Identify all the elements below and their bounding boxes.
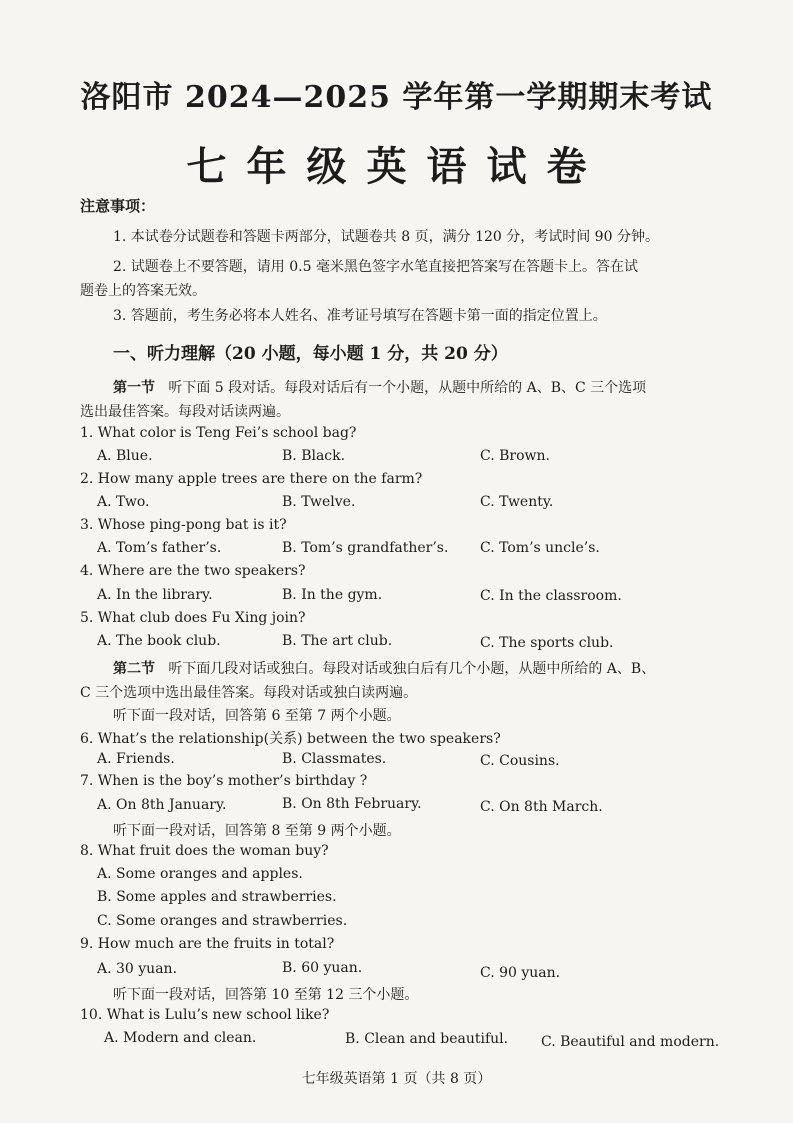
q5-option-b: B. The art club. (282, 633, 393, 649)
q3-option-c: C. Tom’s uncle’s. (480, 540, 600, 556)
q2-option-b: B. Twelve. (282, 494, 356, 510)
q1-option-b: B. Black. (282, 448, 346, 464)
q2-option-a: A. Two. (97, 494, 150, 510)
q6-option-b: B. Classmates. (282, 751, 387, 767)
part-2-instructions (113, 658, 655, 678)
exam-title: 洛阳市 2024—2025 学年第一学期期末考试 (80, 80, 713, 115)
exam-subtitle: 七年级英语试卷 (186, 143, 607, 190)
q1-option-a: A. Blue. (97, 448, 153, 464)
part-2-line-2: C 三个选项中选出最佳答案。每段对话或独白读两遍。 (80, 685, 418, 701)
notice-item-1: 1. 本试卷分试题卷和答题卡两部分，试题卷共 8 页，满分 120 分，考试时间 90 分钟。 (113, 229, 659, 245)
q7-option-b: B. On 8th February. (282, 796, 422, 812)
q6-option-a: A. Friends. (97, 751, 175, 767)
q9-option-b: B. 60 yuan. (282, 960, 363, 976)
question-1: 1. What color is Teng Fei’s school bag? (80, 425, 357, 441)
q1-option-c: C. Brown. (480, 448, 550, 464)
q10-option-c: C. Beautiful and modern. (541, 1034, 720, 1050)
question-3: 3. Whose ping-pong bat is it? (80, 517, 287, 533)
q4-option-c: C. In the classroom. (480, 588, 622, 604)
q5-option-a: A. The book club. (97, 633, 221, 649)
question-5: 5. What club does Fu Xing join? (80, 610, 306, 626)
notice-item-2-line-2: 题卷上的答案无效。 (80, 283, 206, 299)
q6-option-c: C. Cousins. (480, 753, 560, 769)
notice-heading: 注意事项： (80, 197, 156, 215)
instructions-q10-12: 听下面一段对话，回答第 10 至第 12 三个小题。 (113, 987, 419, 1003)
notice-item-3: 3. 答题前，考生务必将本人姓名、准考证号填写在答题卡第一面的指定位置上。 (113, 308, 607, 324)
q5-option-c: C. The sports club. (480, 635, 614, 651)
instructions-q6-7: 听下面一段对话，回答第 6 至第 7 两个小题。 (113, 708, 401, 724)
part-1-line-1: 听下面 5 段对话。每段对话后有一个小题，从题中所给的 A、B、C 三个选项 (168, 380, 647, 396)
page-footer: 七年级英语第 1 页（共 8 页） (301, 1071, 492, 1087)
question-10: 10. What is Lulu’s new school like? (80, 1007, 330, 1023)
question-9: 9. How much are the fruits in total? (80, 936, 335, 952)
q8-option-a: A. Some oranges and apples. (97, 866, 303, 882)
q8-option-c: C. Some oranges and strawberries. (97, 913, 348, 929)
part-1-line-2: 选出最佳答案。每段对话读两遍。 (80, 404, 290, 420)
part-1-label: 第一节 (113, 380, 155, 396)
instructions-q8-9: 听下面一段对话，回答第 8 至第 9 两个小题。 (113, 823, 401, 839)
q7-option-a: A. On 8th January. (97, 797, 227, 813)
q2-option-c: C. Twenty. (480, 494, 554, 510)
q10-option-a: A. Modern and clean. (104, 1030, 257, 1046)
part-2-line-1: 听下面几段对话或独白。每段对话或独白后有几个小题，从题中所给的 A、B、 (168, 661, 656, 677)
part-2-label: 第二节 (113, 661, 155, 677)
question-7: 7. When is the boy’s mother’s birthday ? (80, 773, 368, 789)
q4-option-b: B. In the gym. (282, 587, 383, 603)
question-4: 4. Where are the two speakers? (80, 563, 306, 579)
q4-option-a: A. In the library. (97, 587, 213, 603)
q8-option-b: B. Some apples and strawberries. (97, 889, 337, 905)
section-listening-heading: 一、听力理解（20 小题，每小题 1 分，共 20 分） (113, 344, 508, 364)
notice-item-2-line-1: 2. 试题卷上不要答题，请用 0.5 毫米黑色签字水笔直接把答案写在答题卡上。答在试 (113, 259, 638, 275)
q7-option-c: C. On 8th March. (480, 799, 603, 815)
question-2: 2. How many apple trees are there on the farm? (80, 471, 423, 487)
question-8: 8. What fruit does the woman buy? (80, 843, 329, 859)
part-1-instructions (113, 377, 646, 397)
question-6: 6. What’s the relationship(关系) between the two speakers? (80, 731, 501, 747)
q3-option-a: A. Tom’s father’s. (97, 540, 222, 556)
q3-option-b: B. Tom’s grandfather’s. (282, 540, 449, 556)
q9-option-c: C. 90 yuan. (480, 965, 561, 981)
q9-option-a: A. 30 yuan. (97, 961, 178, 977)
q10-option-b: B. Clean and beautiful. (345, 1031, 509, 1047)
